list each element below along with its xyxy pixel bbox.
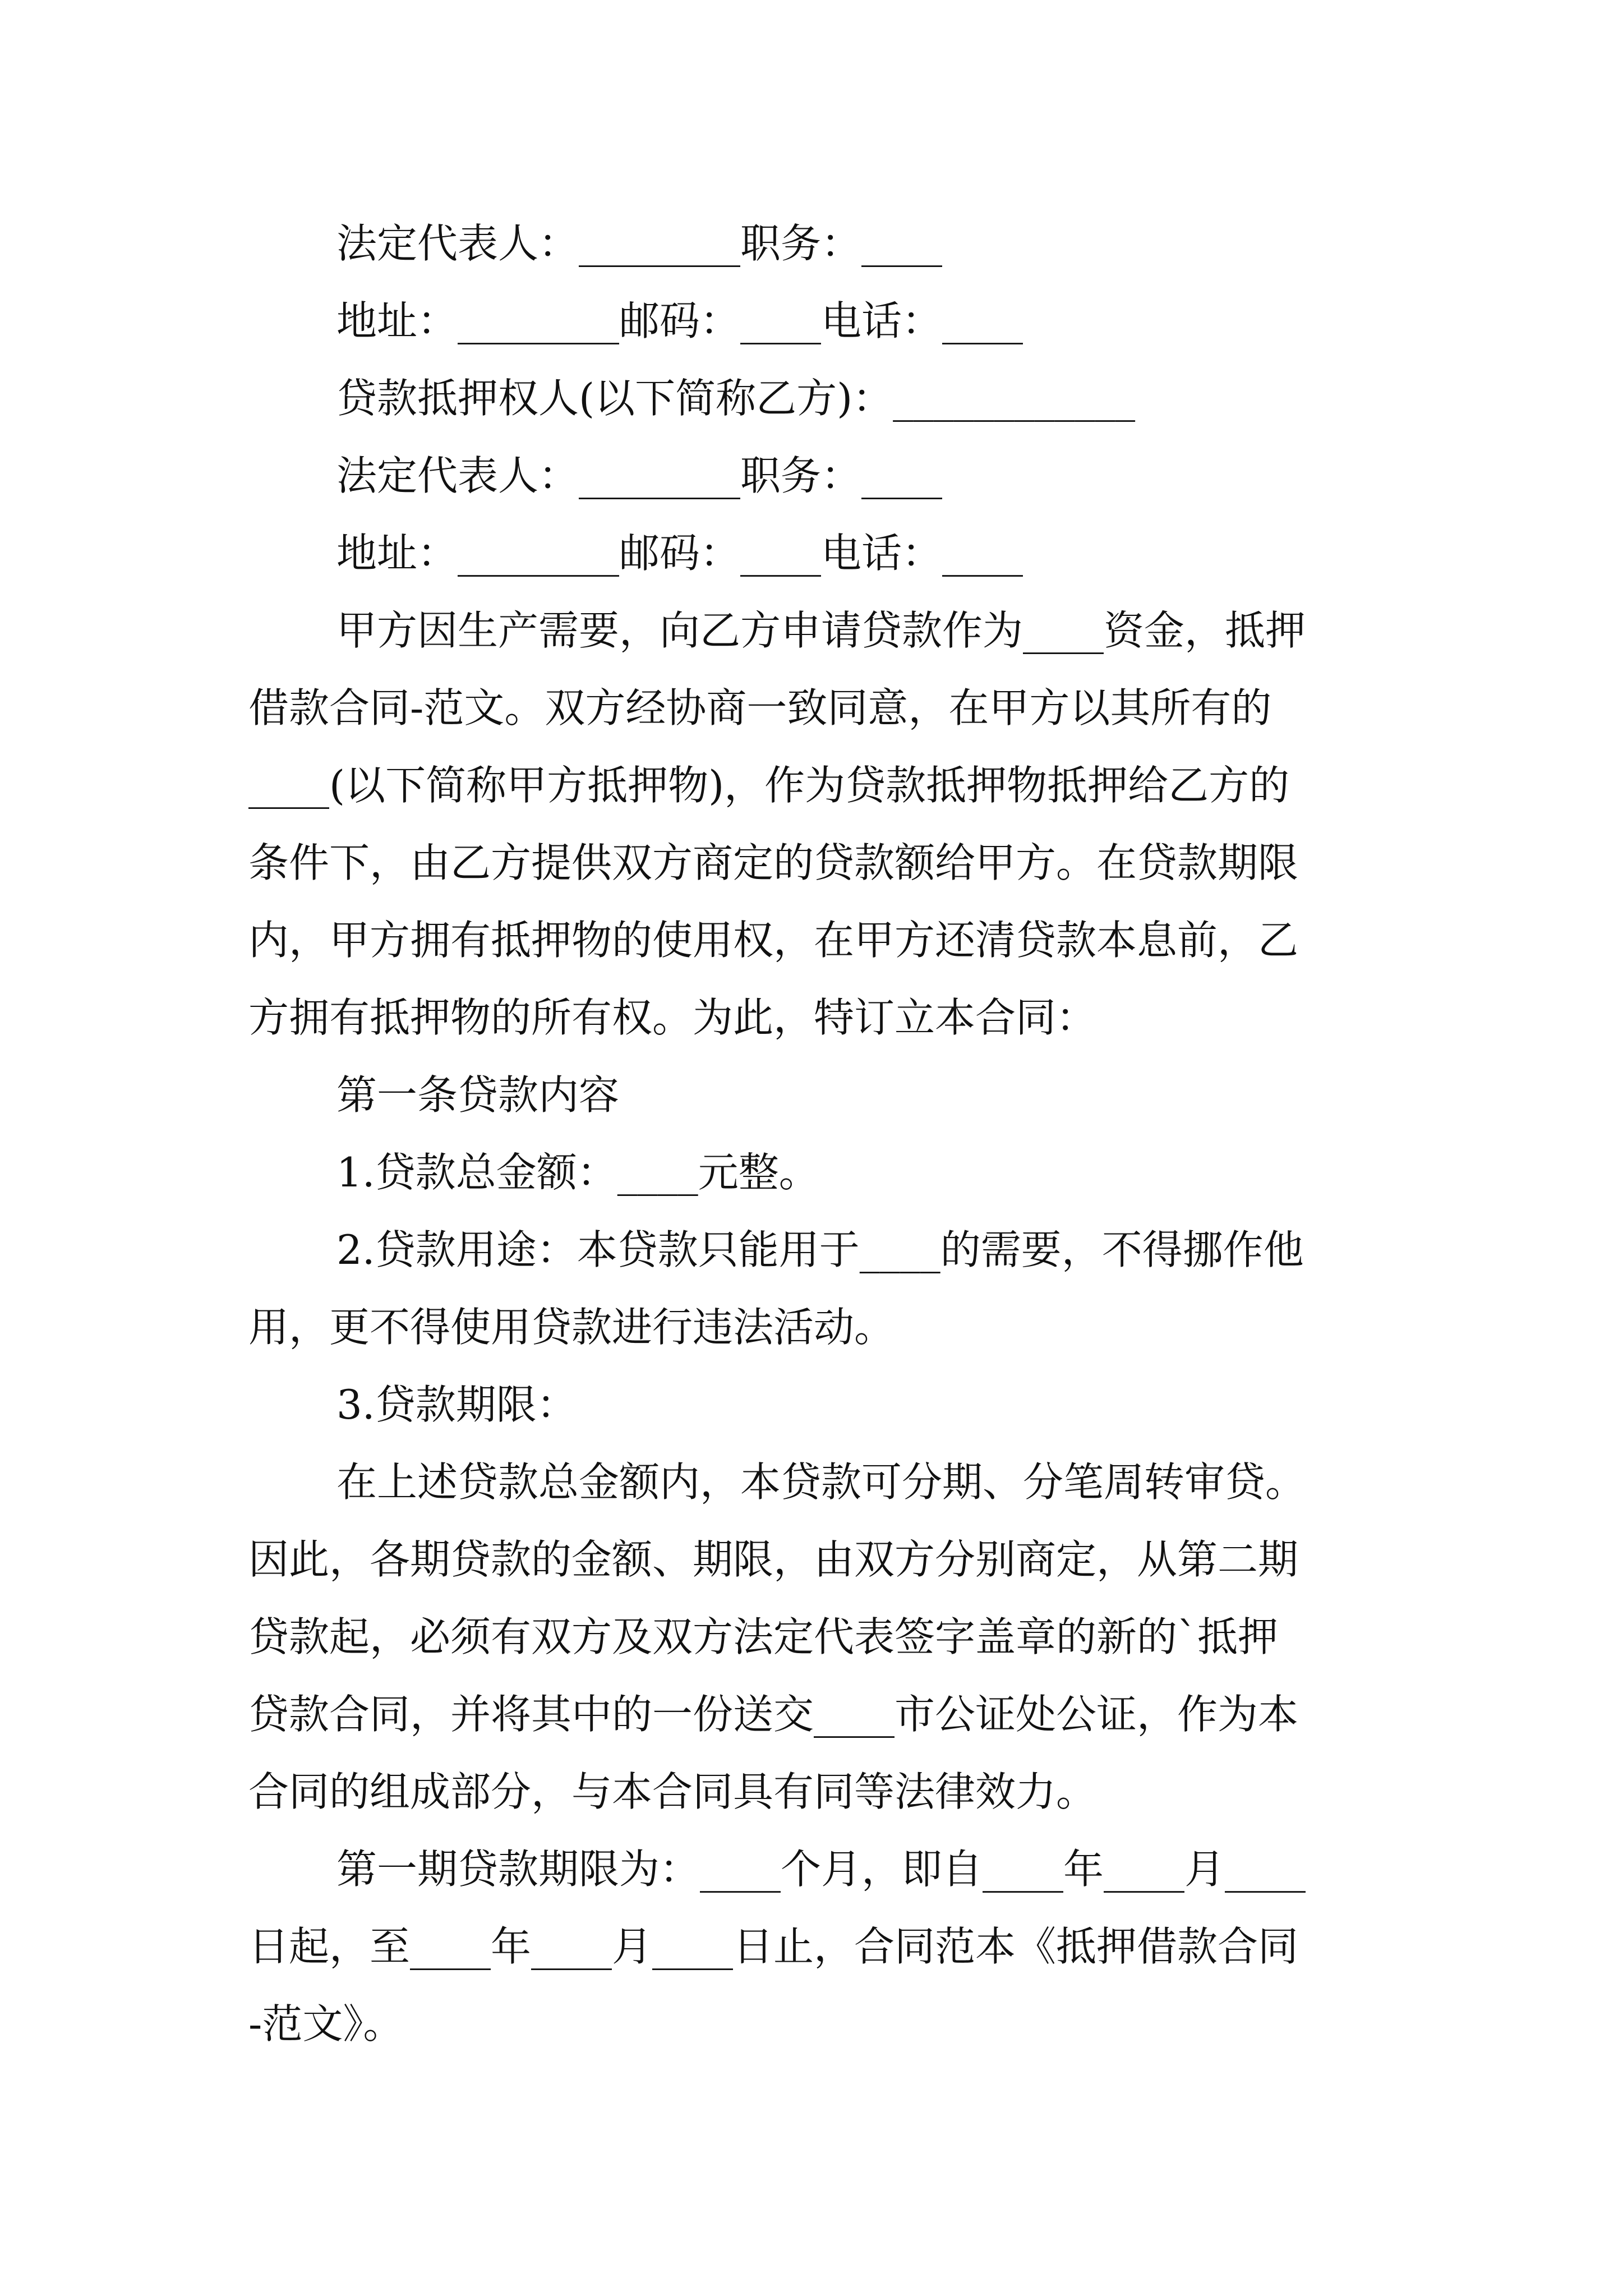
term-paragraph-line: 贷款起，必须有双方及双方法定代表签字盖章的新的`抵押 [248, 1613, 1279, 1660]
intro-paragraph-line: 内，甲方拥有抵押物的使用权，在甲方还清贷款本息前，乙 [248, 917, 1299, 964]
intro-paragraph-line: ____(以下简称甲方抵押物)，作为贷款抵押物抵押给乙方的 [248, 762, 1290, 809]
address-line-b: 地址：________邮码：____电话：____ [336, 530, 1023, 577]
term-paragraph-line: 合同的组成部分，与本合同具有同等法律效力。 [248, 1768, 1097, 1815]
clause-loan-purpose: 2.贷款用途：本贷款只能用于____的需要，不得挪作他 [336, 1226, 1304, 1273]
term-paragraph-line: 因此，各期贷款的金额、期限，由双方分别商定，从第二期 [248, 1536, 1299, 1583]
legal-rep-line-a: 法定代表人：________职务：____ [336, 220, 943, 267]
term-paragraph-line: 在上述贷款总金额内，本贷款可分期、分笔周转审贷。 [336, 1458, 1306, 1506]
first-period-line: 日起，至____年____月____日止，合同范本《抵押借款合同 [248, 1923, 1299, 1970]
term-paragraph-line: 贷款合同，并将其中的一份送交____市公证处公证，作为本 [248, 1691, 1299, 1738]
clause-total-amount: 1.贷款总金额：____元整。 [336, 1149, 819, 1196]
first-period-line: 第一期贷款期限为：____个月，即自____年____月____ [336, 1846, 1306, 1893]
clause-loan-purpose: 用，更不得使用贷款进行违法活动。 [248, 1304, 895, 1351]
first-period-line: -范文》。 [248, 2000, 404, 2047]
intro-paragraph-line: 借款合同-范文。双方经协商一致同意，在甲方以其所有的 [248, 684, 1272, 731]
intro-paragraph-line: 甲方因生产需要，向乙方申请贷款作为____资金，抵押 [336, 607, 1306, 654]
intro-paragraph-line: 方拥有抵押物的所有权。为此，特订立本合同： [248, 994, 1097, 1041]
intro-paragraph-line: 条件下，由乙方提供双方商定的贷款额给甲方。在贷款期限 [248, 839, 1299, 886]
address-line-a: 地址：________邮码：____电话：____ [336, 297, 1023, 344]
clause-loan-term: 3.贷款期限： [336, 1381, 577, 1428]
legal-rep-line-b: 法定代表人：________职务：____ [336, 452, 943, 499]
article-heading: 第一条贷款内容 [336, 1071, 620, 1119]
mortgagee-line: 贷款抵押权人(以下简称乙方)：____________ [336, 375, 1136, 422]
